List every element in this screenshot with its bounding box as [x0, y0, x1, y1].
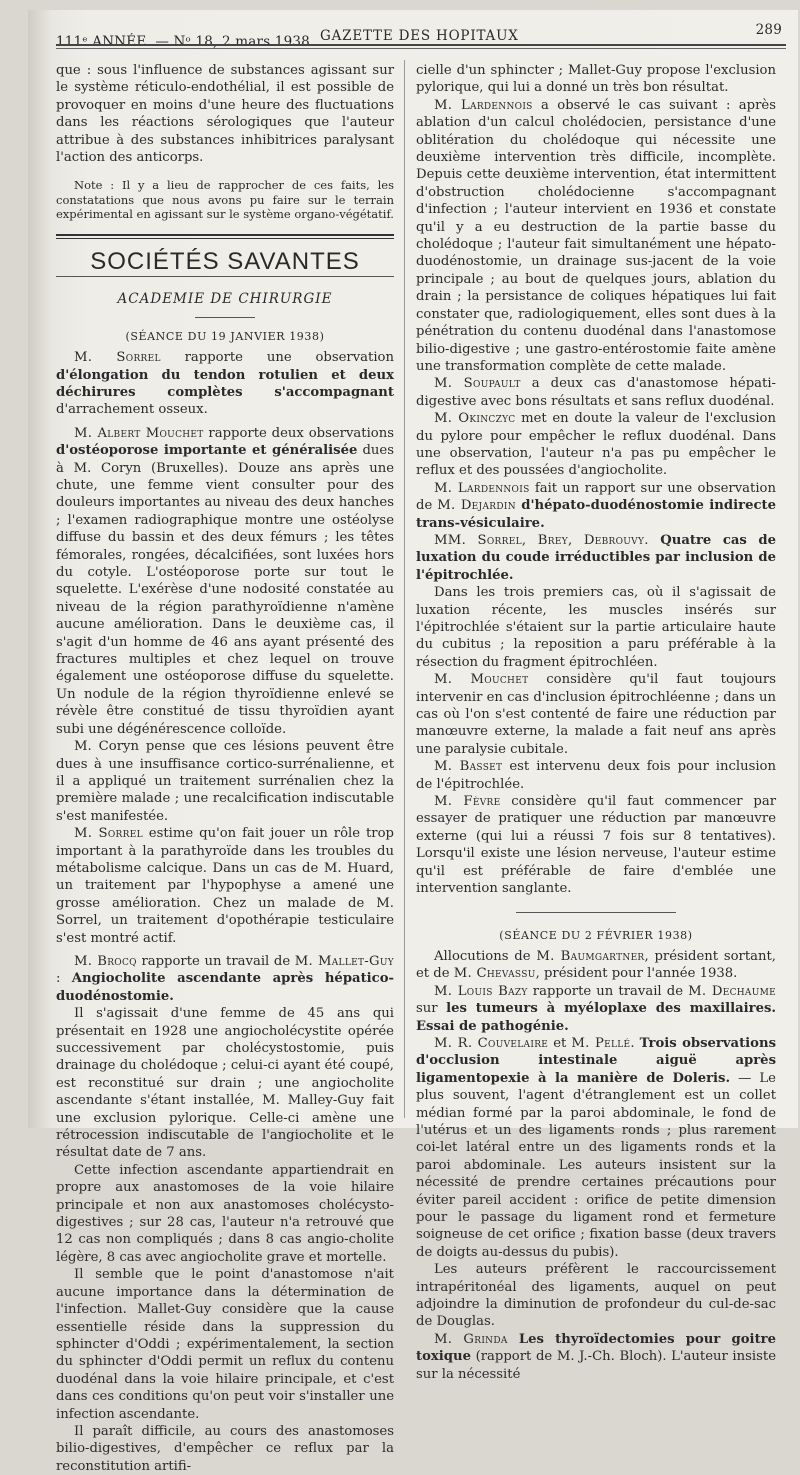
paragraph [416, 410, 776, 480]
author-name: M. Chevassu [453, 966, 536, 982]
author-name: M. Lardennois [434, 97, 533, 113]
section-rule [56, 234, 394, 239]
left-column [56, 62, 394, 1475]
author-name: M. Sorrel [74, 826, 143, 842]
page-number: 289 [755, 22, 782, 38]
paragraph: Les auteurs préfèrent le raccourcissement intrapéritonéal des ligaments, auquel on peut adjoindre la diminution de profondeur du cul-de-sac de Douglas. [416, 1262, 776, 1330]
short-rule [195, 317, 255, 318]
author-name: M. Pellé [571, 1035, 631, 1051]
paragraph: Dans les trois premiers cas, où il s'agissait de luxation récente, les muscles insérés sur l'épitrochlée s'étaient sur la partie articulaire haute du cubitus ; la reposition a paru préférable à la résection du fragment épitrochléen. [416, 585, 776, 670]
text-run: a deux cas d'anastomose hépati-digestive avec bons résultats et sans reflux duodénal. [416, 376, 776, 409]
text-run: considère qu'il faut toujours intervenir en cas d'inclusion épitrochléenne ; dans un cas où l'on s'est contenté de faire une réduction par manœuvre externe, la malade a fait neuf ans après une paralysie cubitale. [416, 672, 776, 757]
paragraph [416, 758, 776, 793]
author-name: M. Soupault [434, 376, 521, 392]
section-rule-thin [56, 276, 394, 277]
paragraph [416, 375, 776, 410]
column-divider [404, 60, 405, 1118]
author-name: M. Dejardin [437, 498, 516, 514]
paragraph [416, 532, 776, 584]
text-run: , président pour l'année 1938. [535, 966, 738, 982]
author-name: M. Lardennois [434, 480, 530, 496]
paragraph [416, 793, 776, 897]
paragraph [56, 953, 394, 1005]
paragraph: Il s'agissait d'une femme de 45 ans qui présentait en 1928 une angiocholécystite opérée successivement par cholécystostomie, puis drainage du cholédoque ; celui-ci ayant été coupé, est reconstitué sur drain ; une angiocholite ascendante s'étant installée, M. Malley-Guy fait une exclusion pylorique. Celle-ci amène une rétrocession indiscutable de l'angiocholite et le résultat date de 7 ans. [56, 1006, 394, 1161]
text-run: considère qu'il faut commencer par essayer de pratiquer une réduction par manœuvre externe (qui lui a réussi 7 fois sur 8 tentatives). Lorsqu'il existe une lésion nerveuse, l'auteur estime qu'il est préférable de faire d'emblée une intervention sanglante. [416, 794, 776, 897]
text-run: . [630, 1035, 640, 1051]
paragraph [416, 983, 776, 1035]
author-name: M. Albert Mouchet [74, 425, 204, 441]
academy-heading: ACADEMIE DE CHIRURGIE [117, 291, 333, 308]
bold-title: Angiocholite ascendante après hépatico-duodénostomie. [56, 971, 394, 1004]
author-name: M. Fèvre [434, 794, 501, 810]
text-run: fait un rapport sur une observation de [416, 480, 776, 514]
paragraph [416, 948, 776, 983]
header-rule [56, 44, 786, 46]
session-date: (SÉANCE DU 19 JANVIER 1938) [125, 329, 325, 343]
text-run: : [56, 971, 72, 987]
text-run: est intervenu deux fois pour inclusion de l'épitrochlée. [416, 759, 776, 792]
right-column [416, 62, 776, 1383]
paragraph [56, 425, 394, 738]
bold-title: Les thyroïdectomies pour goitre toxique [416, 1331, 776, 1365]
author-name: M. Brocq [74, 953, 137, 969]
paragraph [56, 349, 394, 419]
paragraph [416, 671, 776, 758]
text-run: (rapport de M. J.-Ch. Bloch). L'auteur insiste sur la nécessité [416, 1349, 776, 1382]
text-run: rapporte un travail de [527, 983, 689, 999]
paragraph: M. Coryn pense que ces lésions peuvent être dues à une insuffisance cortico-surrénalienne, et il a appliqué un traitement surrénalien chez la première malade ; une recalcification indiscutable s'est manifestée. [56, 739, 394, 824]
bold-title: Quatre cas de luxation du coude irréductibles par inclusion de l'épitrochlée. [416, 532, 776, 583]
bold-title: Trois observations d'occlusion intestinale aiguë après ligamentopexie à la manière de Doleris. [416, 1035, 776, 1086]
text-run: , président sortant, et de [416, 948, 776, 982]
text-run: Allocutions de [434, 948, 537, 964]
paragraph: cielle d'un sphincter ; Mallet-Guy propose l'exclusion pylorique, qui lui a donné un très bon résultat. [416, 63, 776, 96]
text-run: met en doute la valeur de l'exclusion du pylore pour empêcher le reflux duodénal. Dans une observation, l'auteur n'a pas pu empêcher le reflux et des poussées d'angiocholite. [416, 411, 776, 479]
text-run: rapporte une observation [160, 350, 394, 366]
bold-title: d'élongation du tendon rotulien et deux déchirures complètes s'accompagnant [56, 367, 394, 400]
text-run: sur [416, 1001, 447, 1017]
note-paragraph: Note : Il y a lieu de rapprocher de ces faits, les constatations que nous avons pu faire sur le terrain expérimental en agissant sur le système organo-végétatif. [56, 178, 394, 222]
author-name: M. Mouchet [434, 672, 529, 688]
paragraph: Il semble que le point d'anastomose n'ait aucune importance dans la détermination de l'infection. Mallet-Guy considère que la cause essentielle réside dans la suppression du sphincter d'Oddi ; expérimentalement, la section du sphincter d'Oddi permit un reflux du contenu duodénal dans la voie hilaire principale, et c'est dans ces conditions qu'on peut voir s'installer une infection ascendante. [56, 1267, 394, 1422]
paragraph: Il paraît difficile, au cours des anastomoses bilio-digestives, d'empêcher ce reflux par la reconstitution artifi- [56, 1423, 394, 1474]
text-run: a observé le cas suivant : après ablation d'un calcul cholédocien, persistance d'une oblitération du cholédoque qui nécessite une deuxième intervention très difficile, incomplète. Depuis cette deuxième intervention, état intermittent d'obstruction cholédocienne s'accompagnant d'infection ; l'auteur intervient en 1936 et constate qu'il y a eu destruction de la partie basse du cholédoque ; l'auteur fait simultanément une hépato-duodénostomie, un drainage sus-jacent de la voie principale ; au bout de quelques jours, ablation du drain ; la persistance de coliques hépatiques lui fait constater que, radiologiquement, elles sont dues à la pénétration du contenu duodénal dans l'anastomose bilio-digestive ; une gastro-entérostomie faite amène une transformation complète de cette malade. [416, 97, 776, 374]
header-rule-thin [56, 48, 786, 49]
author-name: MM. Sorrel, Brey, Debrouvy. [434, 532, 649, 548]
section-title: SOCIÉTÉS SAVANTES [90, 247, 360, 275]
author-name: M. Sorrel [74, 350, 161, 366]
bold-title: d'hépato-duodénostomie indirecte trans-vésiculaire. [416, 498, 776, 531]
paragraph [416, 1331, 776, 1383]
author-name: M. Dechaume [688, 983, 776, 999]
journal-title: GAZETTE DES HOPITAUX [320, 28, 519, 44]
text-run: dues à M. Coryn (Bruxelles). Douze ans après une chute, une femme vient consulter pour des douleurs importantes au niveau des deux hanches ; l'examen radiographique montre une ostéolyse diffuse du bassin et des deux fémurs ; les têtes fémorales, rongées, décalcifiées, sont luxées hors du cotyle. L'ostéoporose porte sur tout le squelette. L'exérèse d'une nodosité constatée au niveau de la région parathyroïdienne n'amène aucune amélioration. Dans le deuxième cas, il s'agit d'un homme de 46 ans ayant présenté des fractures multiples et chez lequel on trouve également une ostéoporose diffuse du squelette. Un nodule de la région thyroïdienne enlevé se révèle être constitué de tissu thyroïdien ayant subi une dégénérescence colloïde. [56, 443, 394, 737]
text-run: estime qu'on fait jouer un rôle trop important à la parathyroïde dans les troubles du métabolisme calcique. Dans un cas de M. Huard, un traitement par l'hypophyse a amené une grosse amélioration. Chez un malade de M. Sorrel, un traitement d'opothérapie testiculaire s'est montré actif. [56, 826, 394, 946]
paragraph [416, 97, 776, 376]
paragraph [416, 480, 776, 532]
paragraph: Cette infection ascendante appartiendrait en propre aux anastomoses de la voie hilaire principale et non aux anastomoses cholécysto-digestives ; sur 28 cas, l'auteur n'a retrouvé que 12 cas non compliqués ; dans 8 cas angio-cholite légère, 8 cas avec angiocholite grave et mortelle. [56, 1162, 394, 1265]
author-name: M. R. Couvelaire [434, 1035, 549, 1051]
text-run: — Le plus souvent, l'agent d'étranglement est un collet médian formé par la paroi abdominale, le fond de l'utérus et un des ligaments ronds ; plus rarement coi-let latéral entre un des ligaments ronds et la paroi abdominale. Les auteurs insistent sur la nécessité de prendre certaines précautions pour éviter pareil accident : orifice de petite dimension pour le passage du ligament rond et fermeture soigneuse de cet orifice ; fixation basse (deux travers de doigts au-dessus du pubis). [416, 1070, 776, 1260]
author-name: M. Okinczyc [434, 411, 516, 427]
author-name: M. Baumgartner [536, 948, 645, 964]
issue-info: 111ᵉ ANNÉE. — Nᵒ 18, 2 mars 1938. [56, 34, 315, 50]
text-run: rapporte deux observations [203, 425, 394, 441]
paragraph [416, 1035, 776, 1261]
paragraph: que : sous l'influence de substances agissant sur le système réticulo-endothélial, il est possible de provoquer en moins d'une heure des fluctuations dans les réactions sérologiques que l'auteur attribue à des substances inhibitrices paralysant l'action des anticorps. [56, 63, 394, 166]
text-run: d'arrachement osseux. [56, 402, 208, 418]
session-date: (SÉANCE DU 2 FÉVRIER 1938) [499, 928, 693, 942]
short-rule [516, 912, 676, 913]
author-name: M. Mallet-Guy [294, 953, 394, 969]
bold-title: les tumeurs à myéloplaxe des maxillaires. Essai de pathogénie. [416, 1001, 777, 1034]
bold-title: d'ostéoporose importante et généralisée [56, 443, 358, 459]
author-name: M. Grinda [434, 1331, 508, 1347]
author-name: M. Basset [434, 759, 503, 775]
text-run: rapporte un travail de [136, 953, 295, 969]
text-run: et [548, 1035, 572, 1051]
author-name: M. Louis Bazy [434, 983, 528, 999]
paragraph [56, 825, 394, 947]
